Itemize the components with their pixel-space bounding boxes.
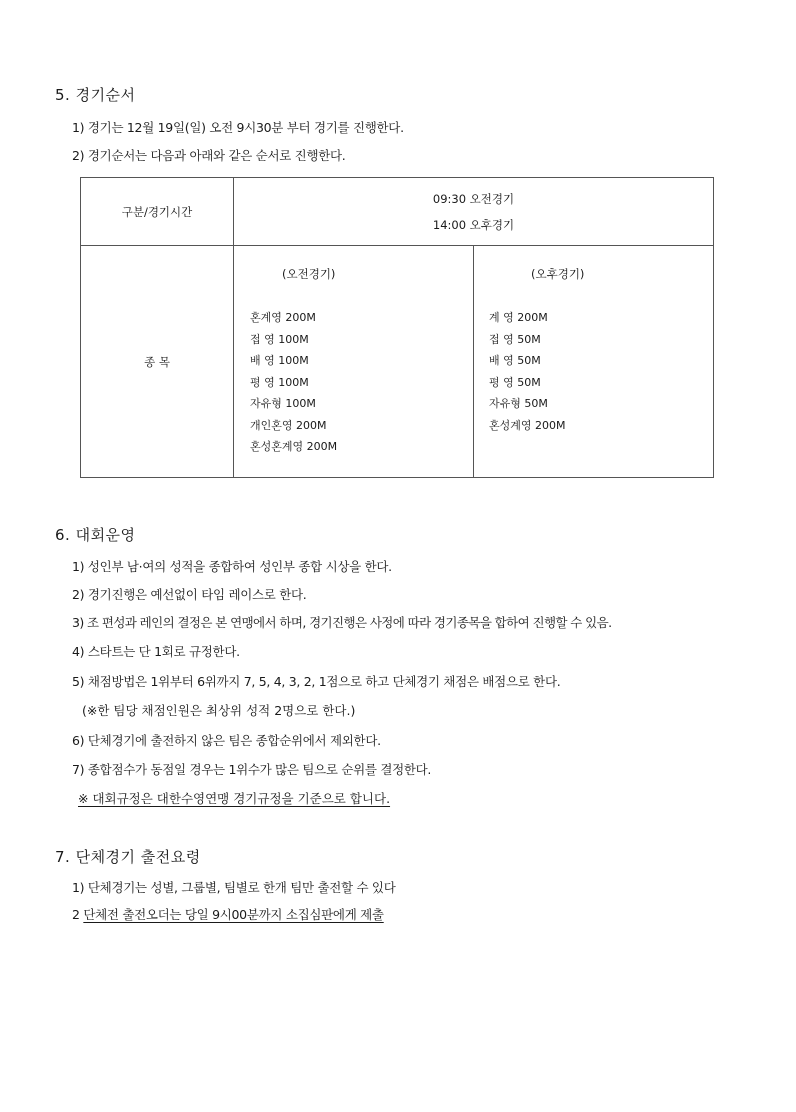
section-6-heading: 6. 대회운영 [55, 526, 136, 544]
morning-event: 혼계영 200M [250, 311, 316, 324]
events-label-cell [81, 246, 234, 477]
morning-event: 배 영 100M [250, 354, 309, 367]
afternoon-title: (오후경기) [531, 267, 585, 281]
events-label: 종 목 [144, 355, 170, 369]
section-6-item-7: 7) 종합점수가 동점일 경우는 1위수가 많은 팀으로 순위를 결정한다. [72, 762, 432, 777]
rules-note: ※ 대회규정은 대한수영연맹 경기규정을 기준으로 합니다. [78, 791, 391, 806]
afternoon-event: 배 영 50M [489, 354, 541, 367]
morning-event: 평 영 100M [250, 375, 309, 389]
table-header-label: 구분/경기시간 [121, 205, 193, 219]
section-5-item-1: 1) 경기는 12월 19일(일) 오전 9시30분 부터 경기를 진행한다. [72, 120, 404, 135]
section-5-heading: 5. 경기순서 [55, 86, 136, 104]
afternoon-event: 자유형 50M [489, 397, 548, 410]
afternoon-event: 계 영 200M [489, 311, 548, 324]
afternoon-event: 혼성계영 200M [489, 418, 566, 432]
section-7-heading: 7. 단체경기 출전요령 [55, 848, 201, 866]
section-7-item-1: 1) 단체경기는 성별, 그룹별, 팀별로 한개 팀만 출전할 수 있다 [72, 880, 396, 895]
scoring-note: (※한 팀당 채점인원은 최상위 성적 2명으로 한다.) [82, 703, 356, 718]
afternoon-event: 접 영 50M [489, 332, 541, 346]
afternoon-time: 14:00 오후경기 [432, 218, 515, 232]
section-7-item-2 [72, 905, 384, 923]
morning-event-list [250, 307, 337, 458]
table-header-label-cell [81, 178, 234, 246]
section-6-item-3: 3) 조 편성과 레인의 결정은 본 연맹에서 하며, 경기진행은 사정에 따라 경기종목을 합하여 진행할 수 있음. [72, 615, 612, 630]
morning-event: 자유형 100M [250, 397, 316, 410]
morning-events-cell [234, 246, 474, 477]
section-6-item-4: 4) 스타트는 단 1회로 규정한다. [72, 644, 240, 659]
section-6-item-6: 6) 단체경기에 출전하지 않은 팀은 종합순위에서 제외한다. [72, 733, 381, 748]
section-6-item-1: 1) 성인부 남·여의 성적을 종합하여 성인부 종합 시상을 한다. [72, 559, 392, 574]
section-7-item-2-prefix: 2 [72, 907, 84, 922]
morning-event: 혼성혼계영 200M [250, 440, 338, 453]
section-7-item-2-text: 단체전 출전오더는 당일 9시00분까지 소집심판에게 제출 [83, 907, 384, 922]
schedule-table [80, 177, 714, 478]
morning-time: 09:30 오전경기 [432, 192, 515, 206]
afternoon-event-list [489, 307, 566, 436]
section-6-item-2: 2) 경기진행은 예선없이 타임 레이스로 한다. [72, 587, 307, 602]
afternoon-events-cell [474, 246, 713, 477]
morning-event: 개인혼영 200M [250, 418, 327, 432]
morning-title: (오전경기) [282, 267, 336, 281]
section-5-item-2: 2) 경기순서는 다음과 아래와 같은 순서로 진행한다. [72, 148, 346, 163]
afternoon-event: 평 영 50M [489, 375, 541, 389]
table-times-cell [234, 178, 713, 246]
section-6-item-5: 5) 채점방법은 1위부터 6위까지 7, 5, 4, 3, 2, 1점으로 하고 단체경기 채점은 배점으로 한다. [72, 674, 561, 689]
morning-event: 접 영 100M [250, 332, 309, 346]
